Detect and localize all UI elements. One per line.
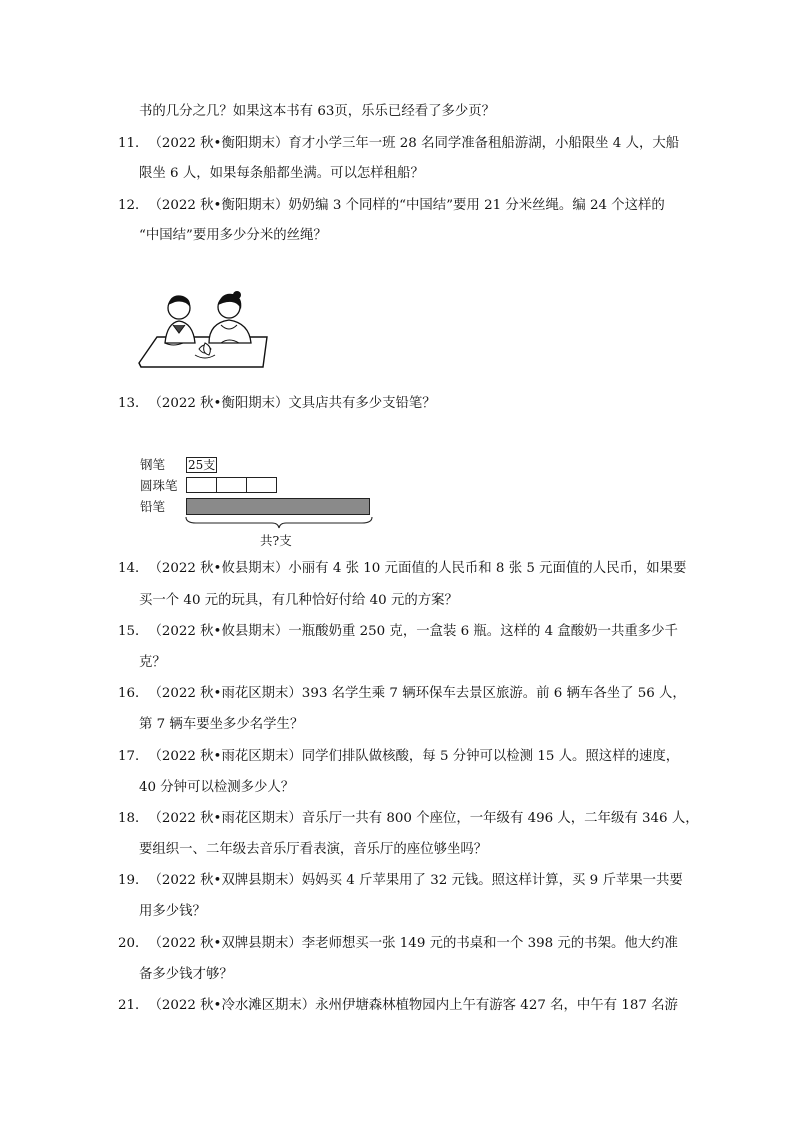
ballpoint-pen-label: 圆珠笔: [140, 478, 178, 493]
question-17-line-1: [118, 747, 679, 767]
pencil-label: 铅笔: [140, 499, 166, 514]
question-20-line-2: 备多少钱才够？: [139, 967, 233, 982]
question-number: 18．: [118, 811, 149, 826]
question-text: （2022 秋•衡阳期末）育才小学三年一班 28 名同学准备租船游湖，小船限坐 4 人，大船: [148, 136, 680, 151]
question-20-line-1: [118, 934, 678, 954]
question-18-line-2: 要组织一、二年级去音乐厅看表演，音乐厅的座位够坐吗？: [139, 842, 488, 857]
fountain-pen-value: 25支: [188, 458, 216, 472]
question-18-line-1: [118, 809, 699, 829]
question-19-line-2: 用多少钱？: [139, 904, 206, 919]
knot-making-illustration: [135, 285, 271, 381]
question-number: 20．: [118, 936, 149, 951]
question-15-line-1: [118, 622, 678, 642]
question-text: （2022 秋•雨花区期末）同学们排队做核酸，每 5 分钟可以检测 15 人。照这样的速度，: [148, 749, 680, 764]
question-number: 12．: [118, 198, 149, 213]
question-14-line-2: 买一个 40 元的玩具，有几种恰好付给 40 元的方案？: [139, 593, 458, 608]
question-number: 17．: [118, 749, 149, 764]
question-number: 15．: [118, 624, 149, 639]
question-19-line-1: [118, 871, 683, 891]
question-11-line-1: [118, 134, 679, 154]
question-number: 13．: [118, 396, 149, 411]
question-number: 14．: [118, 561, 149, 576]
question-text: （2022 秋•雨花区期末）音乐厅一共有 800 个座位，一年级有 496 人，二年级有 346 人，: [148, 811, 699, 826]
question-12-line-2: “中国结”要用多少分米的丝绳？: [139, 228, 327, 243]
question-17-line-2: 40 分钟可以检测多少人？: [139, 780, 295, 795]
question-21-line-1: [118, 996, 678, 1016]
question-11-line-2: 限坐 6 人，如果每条船都坐满。可以怎样租船？: [139, 166, 424, 181]
pencil-bar: [186, 498, 370, 515]
question-number: 11．: [118, 136, 149, 151]
question-text: （2022 秋•攸县期末）小丽有 4 张 10 元面值的人民币和 8 张 5 元面值的人民币，如果要: [148, 561, 687, 576]
fountain-pen-label: 钢笔: [140, 457, 166, 472]
question-text: （2022 秋•衡阳期末）奶奶编 3 个同样的“中国结”要用 21 分米丝绳。编 24 个这样的: [148, 198, 665, 213]
question-number: 16．: [118, 686, 149, 701]
total-brace: [184, 516, 374, 530]
question-10-line-2: 书的几分之几？如果这本书有 63页，乐乐已经看了多少页？: [139, 104, 496, 119]
child-figure: [165, 295, 195, 345]
question-16-line-2: 第 7 辆车要坐多少名学生？: [139, 717, 304, 732]
question-13-line-1: [118, 394, 436, 414]
grandmother-figure: [209, 291, 251, 343]
question-text: （2022 秋•冷水滩区期末）永州伊塘森林植物园内上午有游客 427 名，中午有 187 名游: [148, 998, 678, 1013]
question-12-line-1: [118, 196, 665, 216]
question-text: （2022 秋•双牌县期末）妈妈买 4 斤苹果用了 32 元钱。照这样计算，买 9 斤苹果一共要: [148, 873, 683, 888]
question-number: 21．: [118, 998, 149, 1013]
ballpoint-pen-segment-1: [186, 477, 217, 493]
bar-model-diagram: [136, 452, 386, 552]
question-text: （2022 秋•衡阳期末）文具店共有多少支铅笔？: [148, 396, 436, 411]
total-label: 共?支: [260, 533, 292, 548]
question-16-line-1: [118, 684, 686, 704]
question-text: （2022 秋•攸县期末）一瓶酸奶重 250 克，一盒装 6 瓶。这样的 4 盒酸奶一共重多少千: [148, 624, 678, 639]
question-text: （2022 秋•雨花区期末）393 名学生乘 7 辆环保车去景区旅游。前 6 辆车各坐了 56 人，: [148, 686, 686, 701]
question-14-line-1: [118, 559, 686, 579]
ballpoint-pen-segment-2: [216, 477, 247, 493]
ballpoint-pen-segment-3: [246, 477, 277, 493]
question-number: 19．: [118, 873, 149, 888]
question-15-line-2: 克？: [139, 655, 166, 670]
question-text: （2022 秋•双牌县期末）李老师想买一张 149 元的书桌和一个 398 元的书架。他大约准: [148, 936, 678, 951]
